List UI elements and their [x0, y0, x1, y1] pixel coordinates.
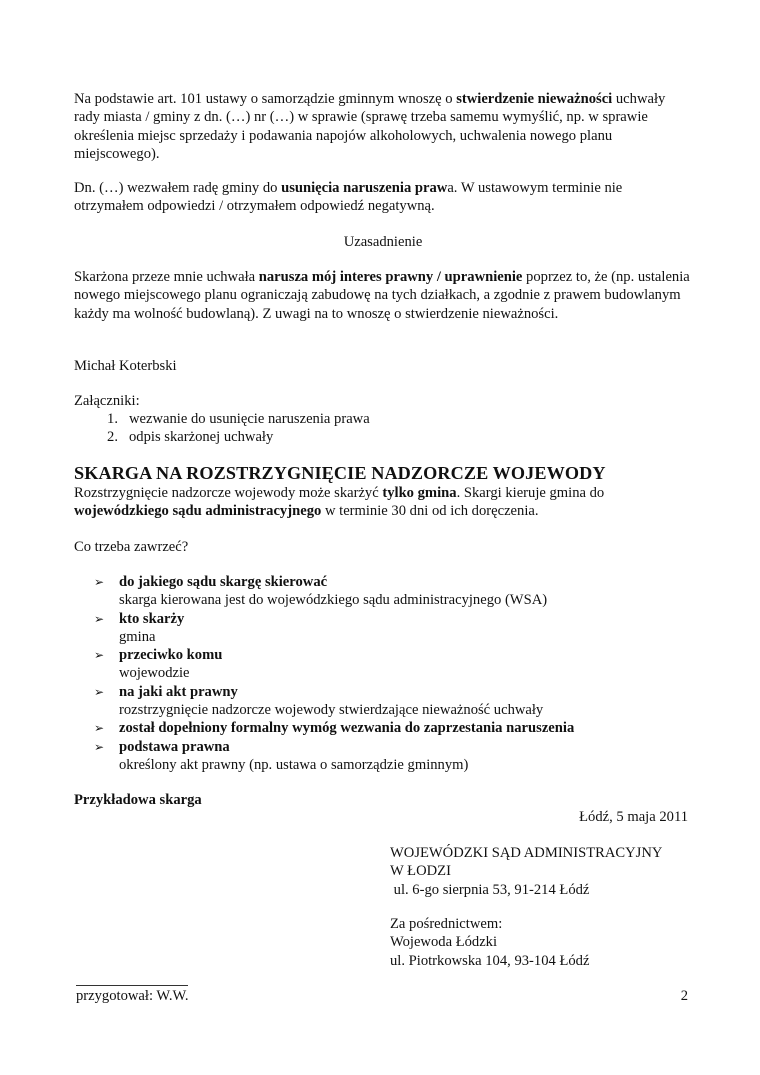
list-item: ➢ został dopełniony formalny wymóg wezwania do zaprzestania naruszenia [94, 720, 575, 737]
paragraph-justification: Skarżona przeze mnie uchwała narusza mój interes prawny / uprawnienie poprzez to, że (np. ustalenia nowego miejscowego planu ograniczają zabudowę na tych działkach, a zgodnie z prawem budowlanym każdy ma wolność budowlaną). Z uwagi na to wnoszę o stwierdzenie nieważności. [74, 269, 690, 322]
list-item: 2. odpis skarżonej uchwały [107, 429, 274, 446]
attachments-list [74, 410, 370, 447]
paragraph-section-intro: Rozstrzygnięcie nadzorcze wojewody może skarżyć tylko gmina. Skargi kieruje gmina do wojewódzkiego sądu administracyjnego w terminie 30 dni od ich doręczenia. [74, 485, 605, 520]
letter-date: Łódź, 5 maja 2011 [579, 809, 688, 825]
bold-phrase: usunięcia naruszenia praw [281, 180, 448, 196]
list-item: ➢ na jaki akt prawny rozstrzygnięcie nadzorcze wojewody stwierdzające nieważność uchwały [94, 683, 544, 719]
signature: Michał Koterbski [74, 358, 177, 374]
footer-divider [76, 985, 188, 986]
arrow-bullet-icon: ➢ [94, 721, 105, 736]
footer-prepared-by: przygotował: W.W. [76, 988, 189, 1004]
bold-phrase: stwierdzenie nieważności [456, 91, 613, 107]
bold-phrase: wojewódzkiego sądu administracyjnego [74, 503, 322, 520]
page-number: 2 [680, 988, 688, 1004]
list-item: ➢ do jakiego sądu skargę skierować skarga kierowana jest do wojewódzkiego sądu administracyjnego (WSA) [94, 574, 548, 609]
court-address: WOJEWÓDZKI SĄD ADMINISTRACYJNY W ŁODZI ul. 6-go sierpnia 53, 91-214 Łódź [390, 845, 663, 898]
section-heading: SKARGA NA ROZSTRZYGNIĘCIE NADZORCZE WOJEWODY [74, 463, 606, 483]
list-item: ➢ kto skarży gmina [94, 610, 185, 645]
list-item: 1. wezwanie do usunięcie naruszenia prawa [107, 411, 370, 427]
arrow-bullet-icon: ➢ [94, 575, 105, 589]
arrow-bullet-icon: ➢ [94, 684, 105, 699]
bold-phrase: tylko gmina [382, 485, 457, 501]
justification-title: Uzasadnienie [343, 234, 423, 250]
arrow-bullet-icon: ➢ [94, 739, 105, 754]
list-item: ➢ podstawa prawna określony akt prawny (np. ustawa o samorządzie gminnym) [94, 738, 469, 773]
bold-phrase: narusza mój interes prawny / uprawnienie [258, 269, 523, 285]
bullet-list [94, 573, 694, 774]
arrow-bullet-icon: ➢ [94, 648, 105, 663]
question: Co trzeba zawrzeć? [74, 539, 189, 555]
example-title: Przykładowa skarga [74, 792, 202, 808]
paragraph-request: Na podstawie art. 101 ustawy o samorządzie gminnym wnoszę o stwierdzenie nieważności uchwały rady miasta / gminy z dn. (…) nr (…) w sprawie (sprawę trzeba samemu wymyślić, np. w sprawie określenia miejsc sprzedaży i podawania napojów alkoholowych, uchwalenia nowego planu miejscowego). [74, 91, 666, 162]
arrow-bullet-icon: ➢ [94, 611, 105, 626]
list-item: ➢ przeciwko komu wojewodzie [94, 647, 223, 682]
via-address: Za pośrednictwem: Wojewoda Łódzki ul. Piotrkowska 104, 93-104 Łódź [390, 916, 590, 969]
paragraph-summons: Dn. (…) wezwałem radę gminy do usunięcia naruszenia prawa. W ustawowym terminie nie otrzymałem odpowiedzi / otrzymałem odpowiedź negatywną. [74, 180, 623, 215]
attachments-label: Załączniki: [74, 393, 140, 409]
